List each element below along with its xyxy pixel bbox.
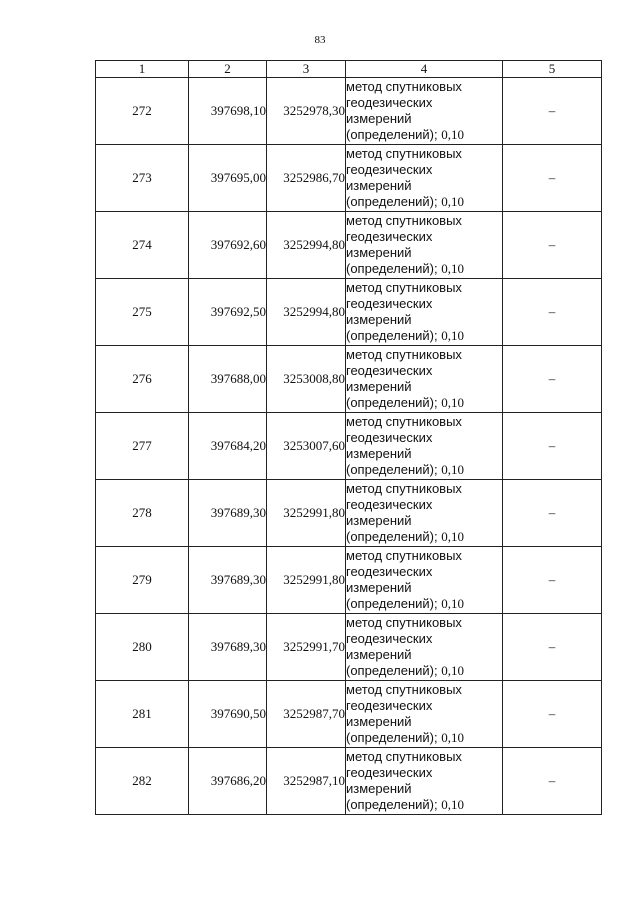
method-line: метод спутниковых	[346, 682, 462, 697]
method-line: измерений	[346, 312, 412, 327]
x-coordinate-cell: 397690,50	[189, 681, 267, 748]
point-number-cell: 276	[96, 346, 189, 413]
accuracy-value: 0,10	[441, 596, 464, 611]
note-cell: –	[503, 547, 602, 614]
note-cell: –	[503, 212, 602, 279]
x-coordinate-cell: 397692,60	[189, 212, 267, 279]
coordinates-table	[95, 60, 602, 815]
table-row	[96, 346, 602, 413]
x-coordinate-cell: 397689,30	[189, 480, 267, 547]
table-row	[96, 547, 602, 614]
method-cell	[346, 681, 503, 748]
accuracy-value: 0,10	[441, 127, 464, 142]
accuracy-value: 0,10	[441, 797, 464, 812]
method-cell	[346, 547, 503, 614]
point-number-cell: 279	[96, 547, 189, 614]
method-cell	[346, 212, 503, 279]
accuracy-value: 0,10	[441, 395, 464, 410]
method-line: геодезических	[346, 631, 433, 646]
y-coordinate-cell: 3252991,80	[267, 480, 346, 547]
y-coordinate-cell: 3252994,80	[267, 279, 346, 346]
method-line: геодезических	[346, 162, 433, 177]
point-number-cell: 275	[96, 279, 189, 346]
note-cell: –	[503, 748, 602, 815]
x-coordinate-cell: 397684,20	[189, 413, 267, 480]
note-cell: –	[503, 480, 602, 547]
accuracy-value: 0,10	[441, 261, 464, 276]
method-line: геодезических	[346, 95, 433, 110]
column-header: 5	[503, 61, 602, 78]
method-line: измерений	[346, 647, 412, 662]
method-line: (определений); 0,10	[346, 797, 464, 812]
method-line: геодезических	[346, 564, 433, 579]
point-number-cell: 277	[96, 413, 189, 480]
x-coordinate-cell: 397689,30	[189, 547, 267, 614]
column-header: 3	[267, 61, 346, 78]
method-line: метод спутниковых	[346, 548, 462, 563]
x-coordinate-cell: 397692,50	[189, 279, 267, 346]
table-row	[96, 145, 602, 212]
y-coordinate-cell: 3252994,80	[267, 212, 346, 279]
table-row	[96, 212, 602, 279]
accuracy-value: 0,10	[441, 730, 464, 745]
point-number-cell: 281	[96, 681, 189, 748]
table-row	[96, 681, 602, 748]
method-cell	[346, 413, 503, 480]
method-line: метод спутниковых	[346, 749, 462, 764]
y-coordinate-cell: 3253008,80	[267, 346, 346, 413]
note-cell: –	[503, 681, 602, 748]
accuracy-value: 0,10	[441, 328, 464, 343]
method-cell	[346, 480, 503, 547]
method-line: (определений); 0,10	[346, 194, 464, 209]
method-line: измерений	[346, 714, 412, 729]
method-cell	[346, 748, 503, 815]
method-line: геодезических	[346, 698, 433, 713]
method-line: измерений	[346, 446, 412, 461]
method-line: измерений	[346, 379, 412, 394]
y-coordinate-cell: 3252978,30	[267, 78, 346, 145]
x-coordinate-cell: 397698,10	[189, 78, 267, 145]
method-line: геодезических	[346, 296, 433, 311]
table-row	[96, 480, 602, 547]
accuracy-value: 0,10	[441, 663, 464, 678]
method-cell	[346, 279, 503, 346]
method-cell	[346, 78, 503, 145]
method-cell	[346, 346, 503, 413]
method-line: (определений); 0,10	[346, 529, 464, 544]
x-coordinate-cell: 397689,30	[189, 614, 267, 681]
method-line: измерений	[346, 245, 412, 260]
method-line: (определений); 0,10	[346, 261, 464, 276]
method-line: геодезических	[346, 765, 433, 780]
method-line: метод спутниковых	[346, 414, 462, 429]
accuracy-value: 0,10	[441, 194, 464, 209]
method-line: измерений	[346, 178, 412, 193]
method-line: (определений); 0,10	[346, 730, 464, 745]
method-line: метод спутниковых	[346, 347, 462, 362]
method-line: (определений); 0,10	[346, 462, 464, 477]
method-line: измерений	[346, 111, 412, 126]
point-number-cell: 274	[96, 212, 189, 279]
method-line: (определений); 0,10	[346, 395, 464, 410]
method-line: измерений	[346, 580, 412, 595]
x-coordinate-cell: 397695,00	[189, 145, 267, 212]
column-header: 2	[189, 61, 267, 78]
method-line: метод спутниковых	[346, 481, 462, 496]
method-line: измерений	[346, 513, 412, 528]
note-cell: –	[503, 78, 602, 145]
method-line: геодезических	[346, 363, 433, 378]
y-coordinate-cell: 3252991,80	[267, 547, 346, 614]
table-row	[96, 748, 602, 815]
table-row	[96, 413, 602, 480]
method-line: геодезических	[346, 229, 433, 244]
method-line: (определений); 0,10	[346, 127, 464, 142]
column-header: 4	[346, 61, 503, 78]
point-number-cell: 282	[96, 748, 189, 815]
point-number-cell: 278	[96, 480, 189, 547]
table-row	[96, 279, 602, 346]
page-number: 83	[314, 34, 326, 46]
method-line: (определений); 0,10	[346, 596, 464, 611]
table-row	[96, 78, 602, 145]
point-number-cell: 273	[96, 145, 189, 212]
method-line: геодезических	[346, 430, 433, 445]
table-row	[96, 614, 602, 681]
method-cell	[346, 614, 503, 681]
note-cell: –	[503, 279, 602, 346]
method-line: (определений); 0,10	[346, 663, 464, 678]
x-coordinate-cell: 397686,20	[189, 748, 267, 815]
note-cell: –	[503, 145, 602, 212]
method-cell	[346, 145, 503, 212]
point-number-cell: 272	[96, 78, 189, 145]
method-line: (определений); 0,10	[346, 328, 464, 343]
point-number-cell: 280	[96, 614, 189, 681]
method-line: метод спутниковых	[346, 615, 462, 630]
method-line: метод спутниковых	[346, 79, 462, 94]
accuracy-value: 0,10	[441, 462, 464, 477]
method-line: метод спутниковых	[346, 213, 462, 228]
note-cell: –	[503, 413, 602, 480]
method-line: метод спутниковых	[346, 280, 462, 295]
method-line: геодезических	[346, 497, 433, 512]
x-coordinate-cell: 397688,00	[189, 346, 267, 413]
y-coordinate-cell: 3252991,70	[267, 614, 346, 681]
accuracy-value: 0,10	[441, 529, 464, 544]
column-header: 1	[96, 61, 189, 78]
y-coordinate-cell: 3253007,60	[267, 413, 346, 480]
table-header-row	[96, 61, 602, 78]
method-line: измерений	[346, 781, 412, 796]
note-cell: –	[503, 614, 602, 681]
y-coordinate-cell: 3252987,70	[267, 681, 346, 748]
y-coordinate-cell: 3252986,70	[267, 145, 346, 212]
note-cell: –	[503, 346, 602, 413]
y-coordinate-cell: 3252987,10	[267, 748, 346, 815]
method-line: метод спутниковых	[346, 146, 462, 161]
